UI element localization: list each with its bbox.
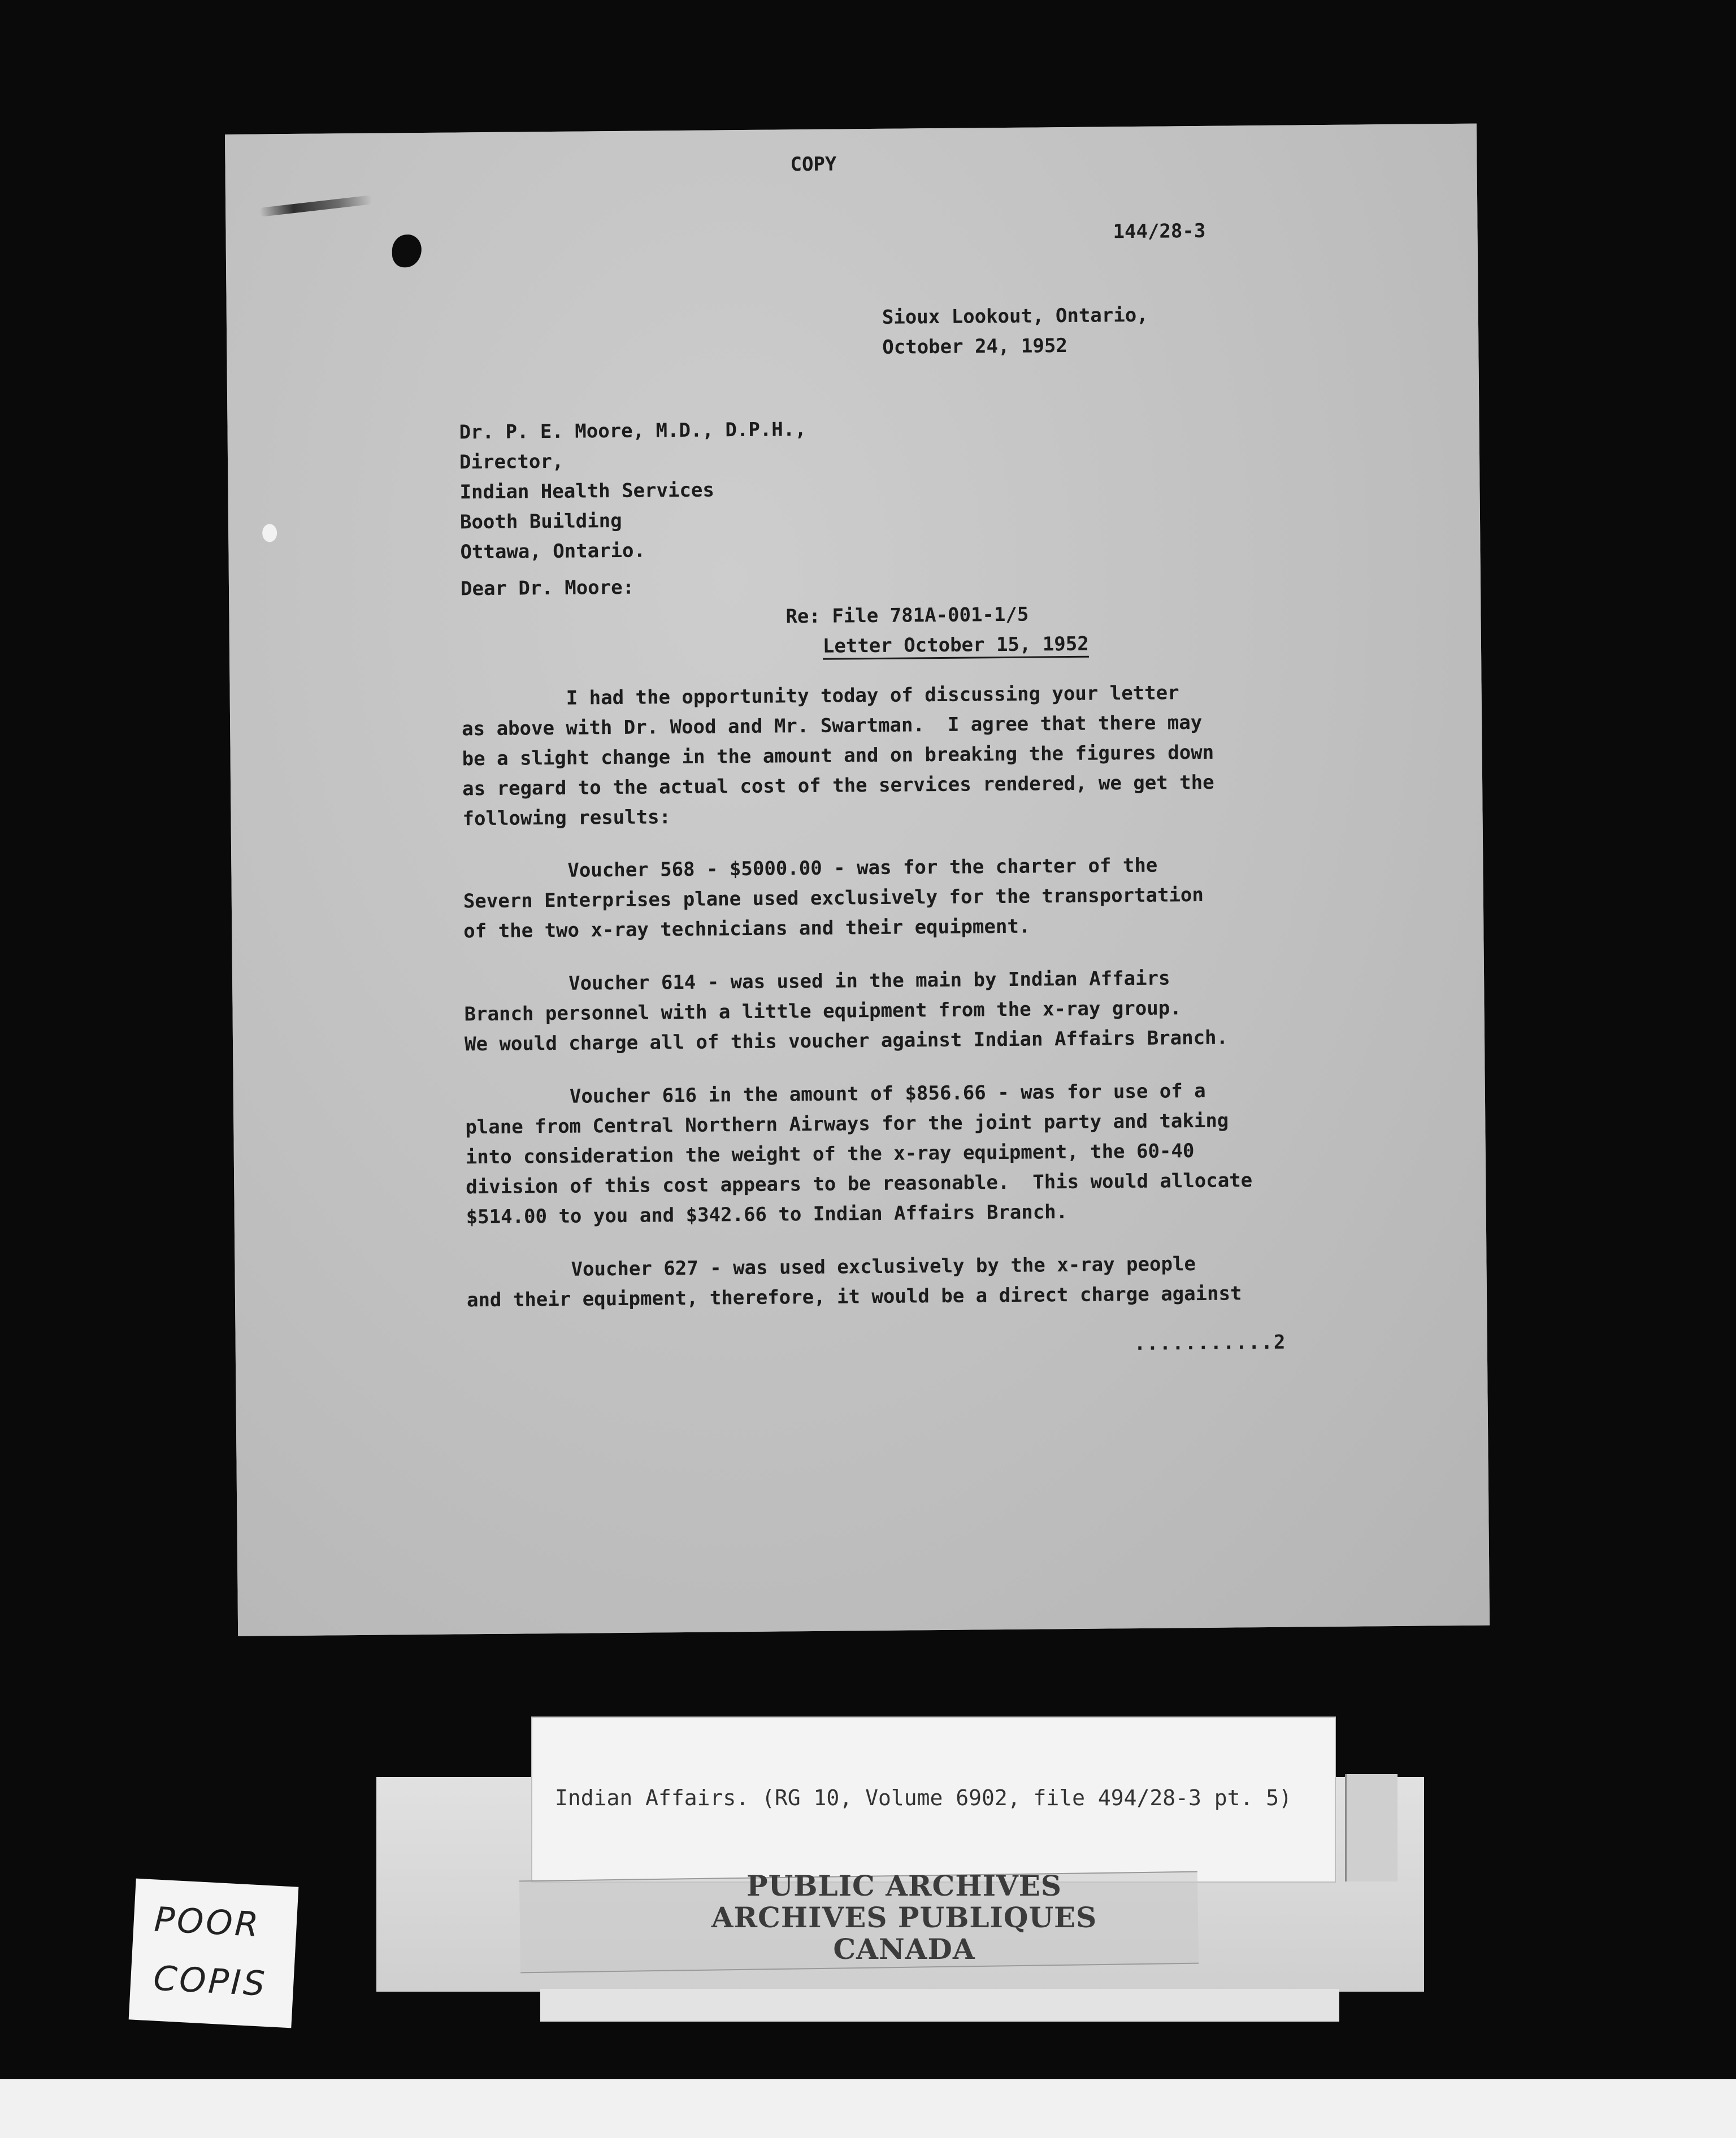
body-line: and their equipment, therefore, it would be a direct charge against <box>466 1282 1242 1312</box>
page-continued-marker: ...........2 <box>1134 1331 1287 1355</box>
addressee-line: Ottawa, Ontario. <box>460 539 646 564</box>
stamp-line: CANADA <box>833 1932 975 1966</box>
re-line: Re: File 781A-001-1/5 <box>785 603 1029 628</box>
body-line: Voucher 616 in the amount of $856.66 - was for use of a <box>569 1079 1206 1108</box>
file-reference: 144/28-3 <box>1113 219 1206 244</box>
archive-reference-card <box>531 1717 1336 1883</box>
body-line: be a slight change in the amount and on breaking the figures down <box>462 741 1214 771</box>
note-line: COPIS <box>152 1958 268 2004</box>
letter-page <box>225 124 1490 1636</box>
body-line: Severn Enterprises plane used exclusively for the transportation <box>463 883 1204 913</box>
body-line: Branch personnel with a little equipment from the x-ray group. <box>464 997 1182 1026</box>
ink-smudge <box>259 195 373 217</box>
public-archives-stamp <box>706 1870 1102 2011</box>
body-line: following results: <box>462 806 671 831</box>
re-line-underlined: Letter October 15, 1952 <box>822 632 1089 658</box>
paper-speck <box>262 524 277 542</box>
stamp-line: ARCHIVES PUBLIQUES <box>711 1901 1097 1934</box>
body-line: I had the opportunity today of discussing your letter <box>566 681 1179 710</box>
body-line: as regard to the actual cost of the services rendered, we get the <box>462 771 1214 801</box>
addressee-line: Dr. P. E. Moore, M.D., D.P.H., <box>459 418 806 444</box>
note-line: POOR <box>153 1900 262 1945</box>
body-line: We would charge all of this voucher against Indian Affairs Branch. <box>464 1026 1229 1056</box>
scan-bottom-margin <box>0 2079 1736 2138</box>
letter-place: Sioux Lookout, Ontario, <box>882 303 1148 329</box>
addressee-line: Booth Building <box>459 509 622 534</box>
body-line: Voucher 614 - was used in the main by Indian Affairs <box>568 967 1170 995</box>
body-line: of the two x-ray technicians and their equipment. <box>463 915 1031 943</box>
body-line: as above with Dr. Wood and Mr. Swartman. I agree that there may <box>462 711 1203 741</box>
stamp-line: PUBLIC ARCHIVES <box>747 1869 1062 1902</box>
addressee-line: Indian Health Services <box>459 479 715 504</box>
body-line: into consideration the weight of the x-ray equipment, the 60-40 <box>465 1140 1195 1169</box>
addressee-line: Director, <box>459 450 564 474</box>
body-line: plane from Central Northern Airways for the joint party and taking <box>465 1109 1229 1139</box>
body-line: $514.00 to you and $342.66 to Indian Affairs Branch. <box>466 1201 1068 1229</box>
body-line: Voucher 568 - $5000.00 - was for the charter of the <box>567 854 1158 882</box>
poor-copies-note-card <box>129 1879 299 2028</box>
salutation: Dear Dr. Moore: <box>460 576 635 601</box>
letter-date: October 24, 1952 <box>882 334 1068 359</box>
archive-reference-text: Indian Affairs. (RG 10, Volume 6902, file 494/28-3 pt. 5) <box>555 1785 1292 1810</box>
label-tab <box>1345 1774 1398 1881</box>
punch-hole-blot <box>392 234 422 267</box>
copy-header: COPY <box>790 153 837 176</box>
body-line: division of this cost appears to be reasonable. This would allocate <box>466 1169 1253 1199</box>
body-line: Voucher 627 - was used exclusively by the x-ray people <box>571 1253 1196 1281</box>
